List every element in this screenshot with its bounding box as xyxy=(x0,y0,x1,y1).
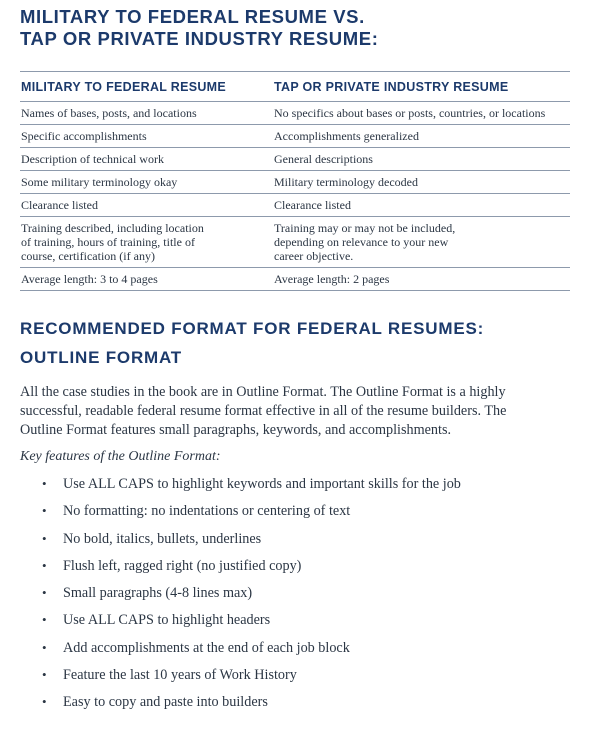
cell-private xyxy=(274,125,570,147)
cell-military xyxy=(20,194,274,216)
cell-military xyxy=(20,217,274,267)
bullet-icon: • xyxy=(42,639,47,655)
feature-item xyxy=(38,474,578,501)
bullet-icon: • xyxy=(42,503,47,519)
bullet-icon: • xyxy=(42,476,47,491)
bullet-icon: • xyxy=(42,612,47,628)
cell-line: Specific accomplishments xyxy=(21,129,147,143)
cell-line: Clearance listed xyxy=(274,198,351,212)
bullet-icon: • xyxy=(42,557,47,573)
cell-military xyxy=(20,102,274,124)
comparison-heading-line2: TAP OR PRIVATE INDUSTRY RESUME: xyxy=(20,28,379,49)
intro-line: Outline Format features small paragraphs, keywords, and accomplishments. xyxy=(20,422,452,438)
comparison-row xyxy=(20,125,570,148)
format-section-title xyxy=(20,314,484,372)
cell-line: Average length: 2 pages xyxy=(274,272,390,286)
cell-line: Average length: 3 to 4 pages xyxy=(21,272,158,286)
comparison-row xyxy=(20,194,570,217)
feature-text: Use ALL CAPS to highlight headers xyxy=(63,612,271,629)
feature-item xyxy=(38,529,578,556)
header-military: MILITARY TO FEDERAL RESUME xyxy=(21,79,227,94)
bullet-icon: • xyxy=(42,667,47,683)
feature-item xyxy=(38,638,578,665)
cell-private xyxy=(274,102,570,124)
feature-item xyxy=(38,665,578,692)
feature-item xyxy=(38,692,578,719)
format-title-line1: RECOMMENDED FORMAT FOR FEDERAL RESUMES: xyxy=(20,319,485,338)
comparison-row xyxy=(20,171,570,194)
feature-text: Flush left, ragged right (no justified copy) xyxy=(63,557,302,574)
feature-text: Feature the last 10 years of Work History xyxy=(63,667,297,684)
cell-private xyxy=(274,268,570,290)
feature-text: Small paragraphs (4-8 lines max) xyxy=(63,585,253,602)
cell-military xyxy=(20,268,274,290)
feature-item xyxy=(38,556,578,583)
cell-line: No specifics about bases or posts, countries, or locations xyxy=(274,106,546,120)
cell-line: Some military terminology okay xyxy=(21,175,178,189)
cell-line: Training described, including location xyxy=(21,221,204,235)
cell-line: of training, hours of training, title of xyxy=(21,235,195,249)
feature-item xyxy=(38,610,578,637)
cell-line: Names of bases, posts, and locations xyxy=(21,106,197,120)
cell-line: Description of technical work xyxy=(21,152,164,166)
feature-text: No formatting: no indentations or centering of text xyxy=(63,503,351,520)
comparison-row xyxy=(20,268,570,291)
cell-military xyxy=(20,125,274,147)
cell-line: Training may or may not be included, xyxy=(274,221,456,235)
feature-text: Add accomplishments at the end of each job block xyxy=(63,639,350,656)
comparison-row xyxy=(20,148,570,171)
comparison-heading-line1: MILITARY TO FEDERAL RESUME VS. xyxy=(20,6,365,27)
cell-line: Accomplishments generalized xyxy=(274,129,419,143)
comparison-table-body xyxy=(20,102,570,291)
cell-private xyxy=(274,148,570,170)
cell-line: Military terminology decoded xyxy=(274,175,418,189)
feature-item xyxy=(38,501,578,528)
cell-line: Clearance listed xyxy=(21,198,98,212)
cell-private xyxy=(274,217,570,267)
comparison-table xyxy=(20,71,570,291)
cell-military xyxy=(20,171,274,193)
cell-line: career objective. xyxy=(274,249,354,263)
cell-private xyxy=(274,171,570,193)
intro-line: successful, readable federal resume format effective in all of the resume builders. The xyxy=(20,403,507,419)
bullet-icon: • xyxy=(42,694,47,710)
cell-private xyxy=(274,194,570,216)
key-features-label: Key features of the Outline Format: xyxy=(20,449,221,464)
intro-paragraph xyxy=(20,383,580,440)
feature-text: No bold, italics, bullets, underlines xyxy=(63,530,262,547)
feature-text: Easy to copy and paste into builders xyxy=(63,694,268,711)
cell-military xyxy=(20,148,274,170)
comparison-heading xyxy=(20,6,378,50)
feature-item xyxy=(38,583,578,610)
feature-text: Use ALL CAPS to highlight keywords and important skills for the job xyxy=(63,476,461,492)
bullet-icon: • xyxy=(42,530,47,546)
cell-line: General descriptions xyxy=(274,152,373,166)
comparison-table-header xyxy=(20,71,570,102)
features-list xyxy=(38,474,578,720)
bullet-icon: • xyxy=(42,585,47,601)
intro-line: All the case studies in the book are in Outline Format. The Outline Format is a highly xyxy=(20,384,506,400)
cell-line: course, certification (if any) xyxy=(21,249,155,263)
cell-line: depending on relevance to your new xyxy=(274,235,449,249)
comparison-row xyxy=(20,217,570,268)
header-private: TAP OR PRIVATE INDUSTRY RESUME xyxy=(274,79,509,94)
format-title-line2: OUTLINE FORMAT xyxy=(20,348,182,367)
comparison-row xyxy=(20,102,570,125)
